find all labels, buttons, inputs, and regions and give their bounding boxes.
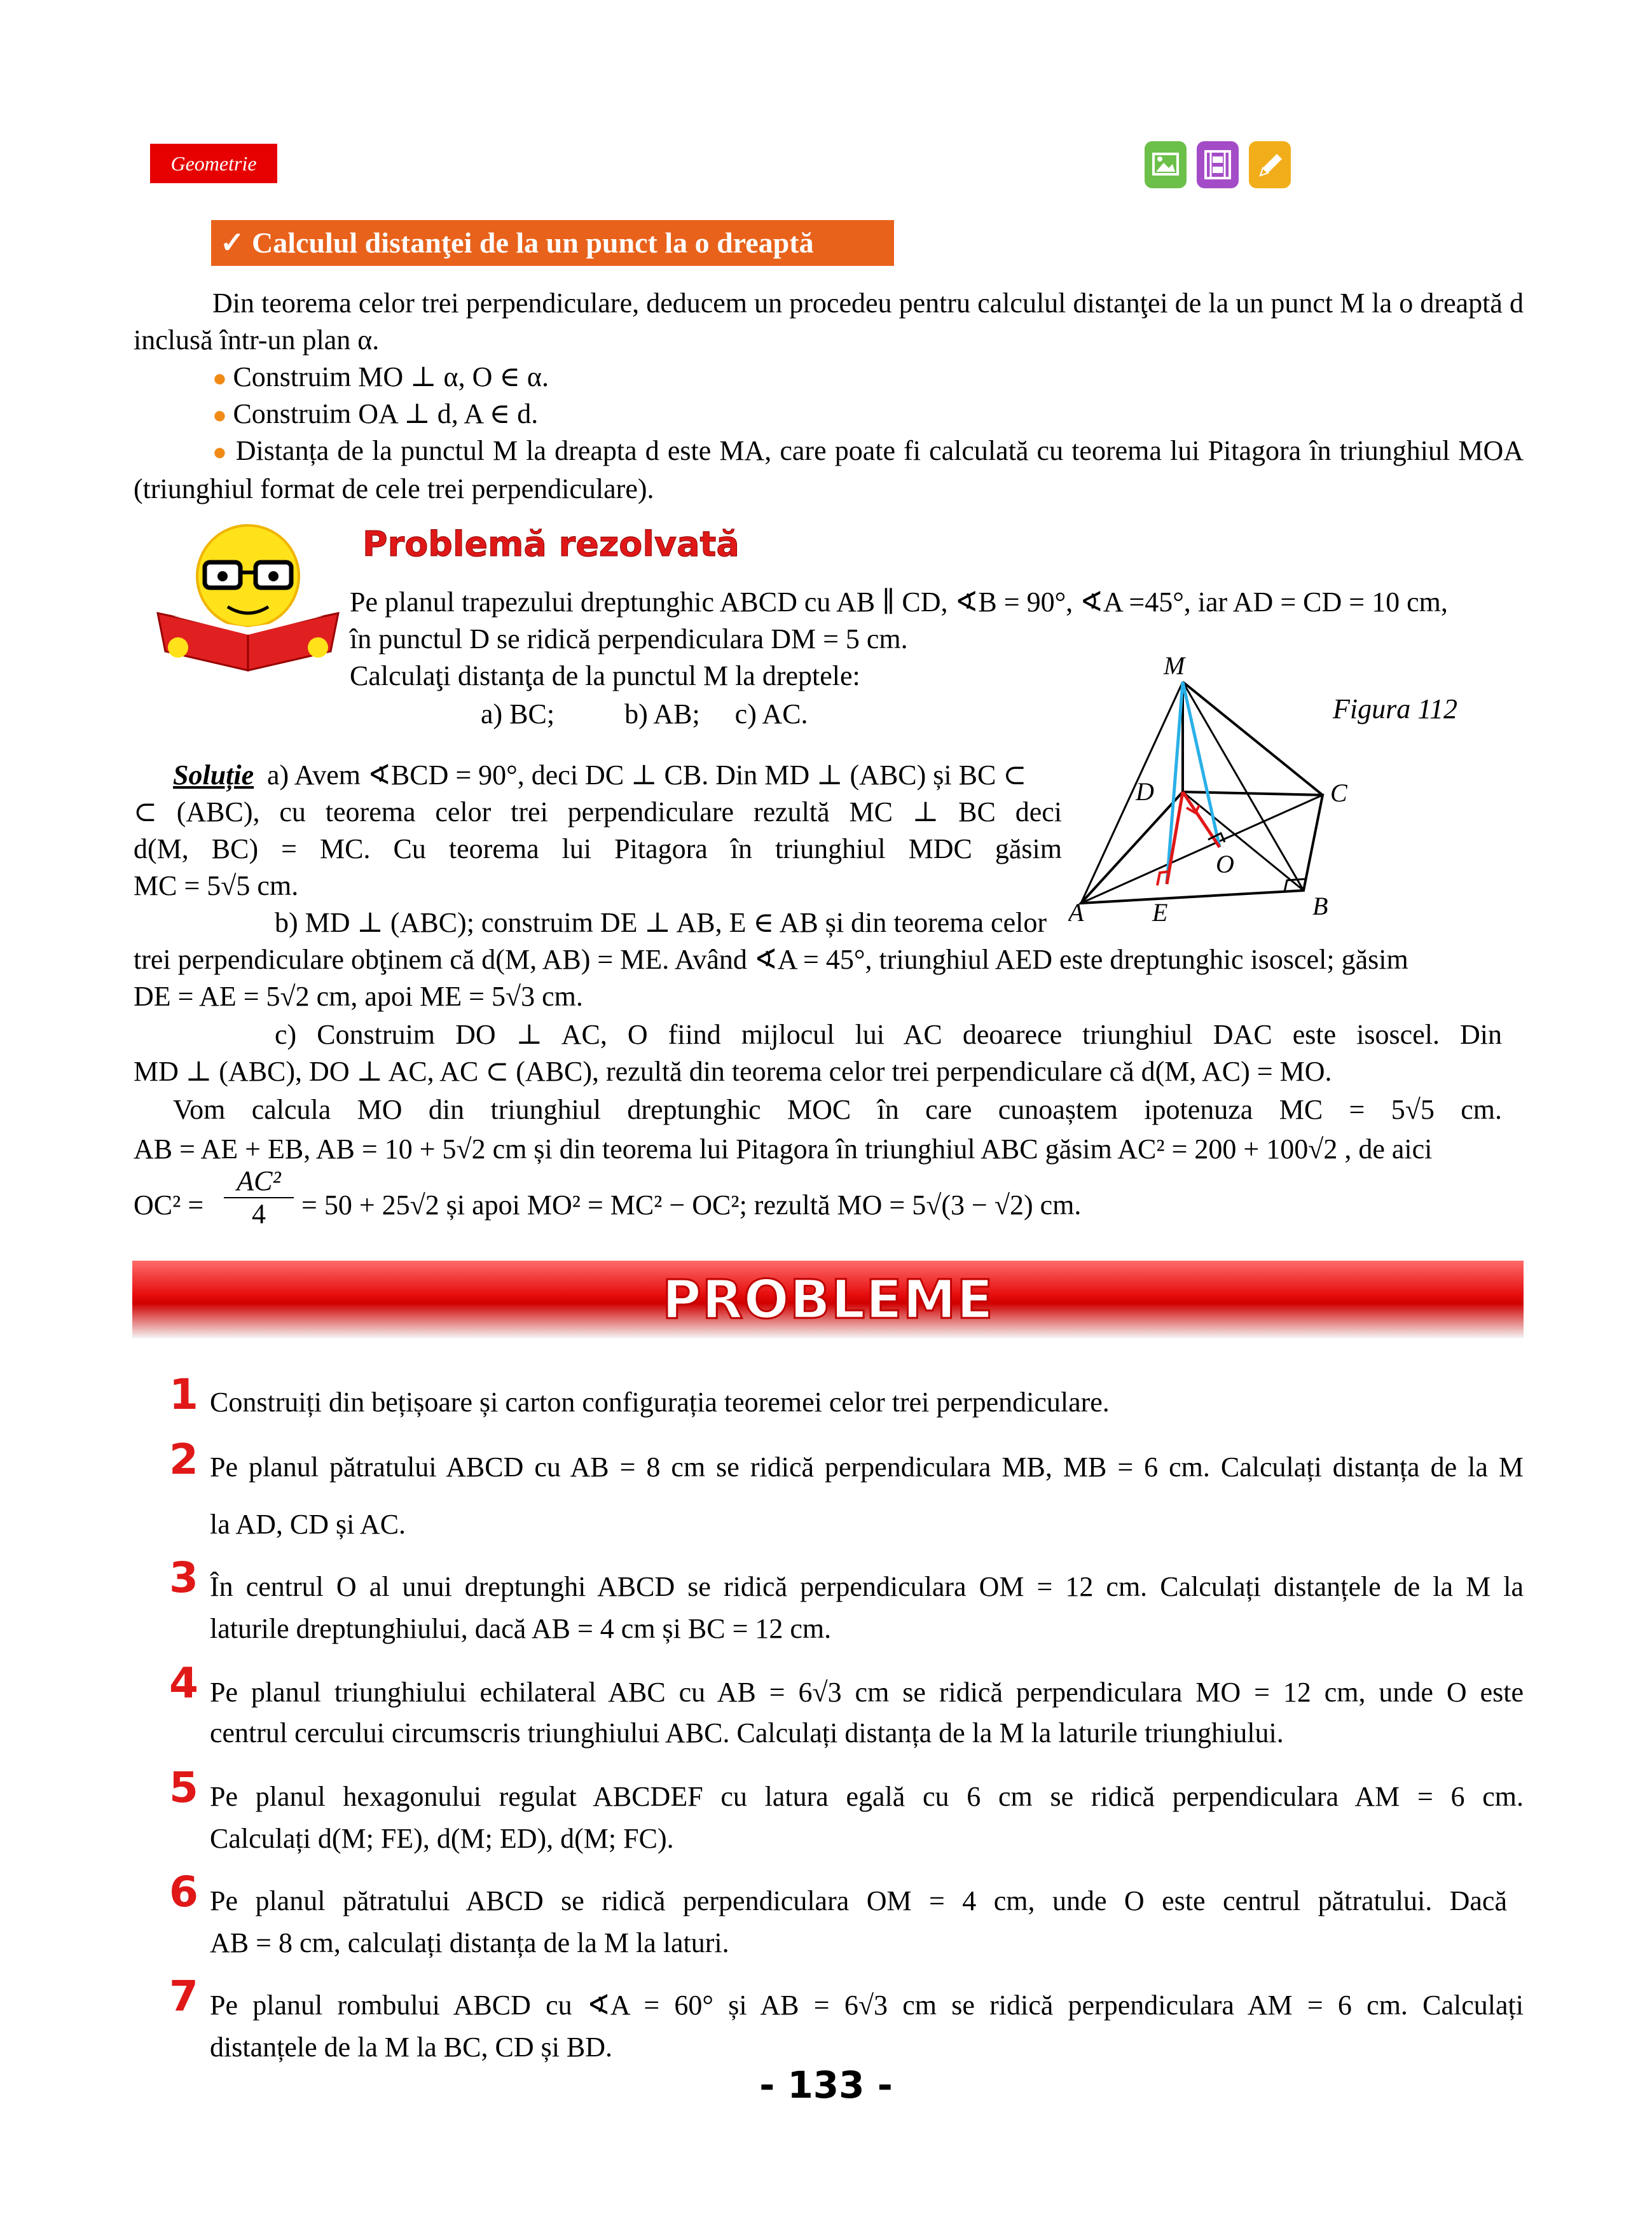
- pencil-icon[interactable]: [1249, 141, 1291, 188]
- solution-c-line-3: Vom calcula MO din triunghiul dreptunghic MOC în care cunoaștem ipotenuza MC = 5√5 cm.: [173, 1094, 1502, 1125]
- problem-number: 7: [169, 1972, 198, 2021]
- solution-c-line-5-left: OC² =: [134, 1189, 204, 1221]
- problem-7-text: Pe planul rombului ABCD cu ∢A = 60° și AB = 6√3 cm se ridică perpendiculara AM = 6 cm. Calculați: [210, 1990, 1524, 2021]
- label-O: O: [1216, 850, 1234, 878]
- label-A: A: [1068, 898, 1084, 927]
- figure-112: [1068, 649, 1361, 932]
- figure-caption: Figura 112: [1333, 693, 1457, 724]
- problem-6-text-2: AB = 8 cm, calculați distanța de la M la laturi.: [210, 1927, 729, 1958]
- intro-bullet-3: ● Distanța de la punctul M la dreapta d este MA, care poate fi calculată cu teorema lui Pitagora în triunghiul MOA (triunghiul format de cele trei perpendiculare).: [134, 435, 1524, 504]
- problems-banner: [132, 1261, 1524, 1338]
- solution-a-line-3: d(M, BC) = MC. Cu teorema lui Pitagora în triunghiul MDC găsim: [134, 833, 1062, 864]
- problem-5-text: Pe planul hexagonului regulat ABCDEF cu latura egală cu 6 cm se ridică perpendiculara AM = 6 cm.: [210, 1781, 1524, 1812]
- label-E: E: [1152, 898, 1168, 927]
- page-number: - 133 -: [759, 2063, 893, 2107]
- solution-label: [173, 757, 254, 794]
- solution-a-line-4: MC = 5√5 cm.: [134, 870, 299, 901]
- section-title: ✓ Calculul distanţei de la un punct la o dreaptă: [211, 220, 894, 266]
- problem-1-text: Construiți din bețișoare și carton configurația teoremei celor trei perpendiculare.: [210, 1387, 1110, 1418]
- solved-statement-line-3: Calculaţi distanţa de la punctul M la dreptele:: [350, 660, 860, 691]
- problem-3-text-2: laturile dreptunghiului, dacă AB = 4 cm și BC = 12 cm.: [210, 1613, 832, 1644]
- problems-title: PROBLEME: [662, 1268, 994, 1331]
- solution-b-line-1: b) MD ⊥ (ABC); construim DE ⊥ AB, E ∈ AB și din teorema celor: [275, 907, 1047, 938]
- problem-2-text-2: la AD, CD și AC.: [210, 1509, 406, 1540]
- problem-2-text: Pe planul pătratului ABCD cu AB = 8 cm se ridică perpendiculara MB, MB = 6 cm. Calculați distanța de la M: [210, 1451, 1524, 1483]
- bullet-text: Construim OA ⊥ d, A ∈ d.: [233, 398, 539, 429]
- problem-number: 6: [169, 1867, 198, 1916]
- fraction-numerator: AC²: [224, 1165, 294, 1198]
- solution-c-line-4: AB = AE + EB, AB = 10 + 5√2 cm și din teorema lui Pitagora în triunghiul ABC găsim AC² = 200 + 100√2 , de aici: [134, 1133, 1433, 1165]
- problem-7-text-2: distanțele de la M la BC, CD și BD.: [210, 2032, 613, 2063]
- intro-bullet-1: ● Construim MO ⊥ α, O ∈ α.: [212, 361, 549, 392]
- solution-a-line-1: a) Avem ∢BCD = 90°, deci DC ⊥ CB. Din MD ⊥ (ABC) și BC ⊂: [267, 759, 1027, 791]
- solution-label-text: Soluție: [173, 759, 254, 791]
- solved-problem-title: Problemă rezolvată: [362, 524, 740, 564]
- label-D: D: [1136, 777, 1154, 806]
- intro-paragraph: Din teorema celor trei perpendiculare, deducem un procedeu pentru calculul distanţei de la un punct M la o dreaptă d inclusă într-un plan α.: [134, 287, 1524, 356]
- solution-c-line-1: c) Construim DO ⊥ AC, O fiind mijlocul lui AC deoarece triunghiul DAC este isoscel. Din: [275, 1019, 1502, 1050]
- solution-b-line-2: trei perpendiculare obţinem că d(M, AB) = ME. Având ∢A = 45°, triunghiul AED este dreptunghic isoscel; găsim: [134, 944, 1408, 975]
- solution-c-line-2: MD ⊥ (ABC), DO ⊥ AC, AC ⊂ (ABC), rezultă din teorema celor trei perpendiculare că d(M, AC) = MO.: [134, 1056, 1332, 1087]
- reading-mascot-icon: [153, 520, 343, 676]
- problem-number: 5: [169, 1763, 198, 1812]
- problem-number: 4: [169, 1659, 198, 1708]
- solution-c-line-5-right: = 50 + 25√2 și apoi MO² = MC² − OC²; rezultă MO = 5√(3 − √2) cm.: [301, 1189, 1082, 1221]
- solved-statement-line-1: Pe planul trapezului dreptunghic ABCD cu AB ∥ CD, ∢B = 90°, ∢A =45°, iar AD = CD = 10 cm,: [350, 586, 1448, 618]
- intro-bullet-2: ● Construim OA ⊥ d, A ∈ d.: [212, 398, 539, 429]
- problem-number: 2: [169, 1435, 198, 1484]
- problem-6-text: Pe planul pătratului ABCD se ridică perpendiculara OM = 4 cm, unde O este centrul pătratului. Dacă: [210, 1885, 1507, 1916]
- label-B: B: [1312, 892, 1328, 920]
- problem-4-text: Pe planul triunghiului echilateral ABC cu AB = 6√3 cm se ridică perpendiculara MO = 12 cm, unde O este: [210, 1677, 1524, 1708]
- problem-4-text-2: centrul cercului circumscris triunghiului ABC. Calculați distanța de la M la laturile triunghiului.: [210, 1717, 1284, 1749]
- image-icon[interactable]: [1145, 141, 1187, 188]
- film-icon[interactable]: [1197, 141, 1239, 188]
- solution-b-line-3: DE = AE = 5√2 cm, apoi ME = 5√3 cm.: [134, 981, 583, 1012]
- solution-a-line-2: ⊂ (ABC), cu teorema celor trei perpendiculare rezultă MC ⊥ BC deci: [134, 796, 1062, 828]
- solved-parts: a) BC; b) AB; c) AC.: [481, 698, 808, 730]
- fraction: [224, 1165, 294, 1230]
- solved-statement-line-2: în punctul D se ridică perpendiculara DM = 5 cm.: [350, 623, 908, 654]
- bullet-text: Distanța de la punctul M la dreapta d este MA, care poate fi calculată cu teorema lui Pitagora în triunghiul MOA (triunghiul format de cele trei perpendiculare).: [134, 435, 1524, 504]
- label-M: M: [1164, 651, 1185, 680]
- problem-5-text-2: Calculați d(M; FE), d(M; ED), d(M; FC).: [210, 1823, 674, 1854]
- problem-3-text: În centrul O al unui dreptunghi ABCD se ridică perpendiculara OM = 12 cm. Calculați distanțele de la M la: [210, 1571, 1524, 1602]
- problem-number: 3: [169, 1553, 198, 1602]
- chapter-tag: Geometrie: [150, 144, 277, 183]
- problem-number: 1: [169, 1370, 198, 1419]
- label-C: C: [1330, 779, 1347, 807]
- bullet-text: Construim MO ⊥ α, O ∈ α.: [233, 361, 549, 392]
- fraction-denominator: 4: [252, 1198, 266, 1229]
